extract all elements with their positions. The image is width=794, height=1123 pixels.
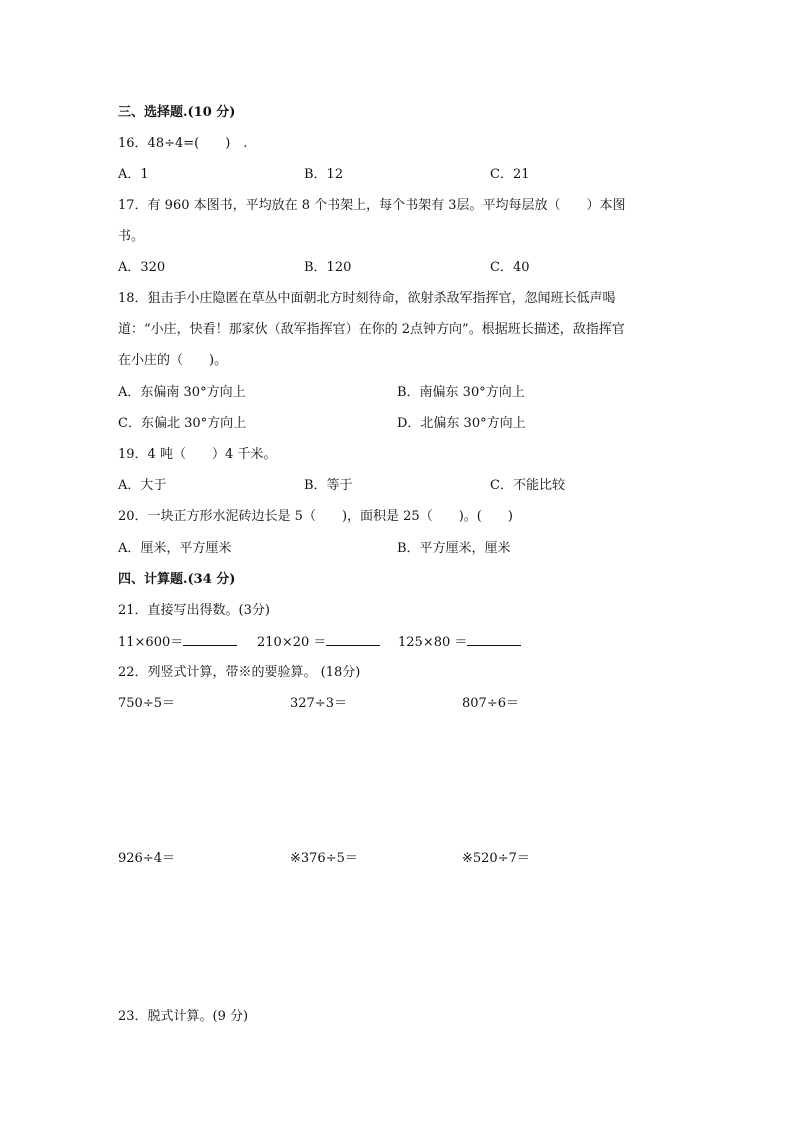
q21-item-2 — [257, 633, 380, 652]
q19-option-b: B．等于 — [304, 478, 353, 493]
question-20: 20．一块正方形水泥砖边长是 5（ )，面积是 25（ )。( ) — [118, 509, 513, 524]
question-17-line-1: 17．有 960 本图书，平均放在 8 个书架上，每个书架有 3层。平均每层放（ ）本图 — [118, 198, 626, 213]
q21-expression-2: 210×20 ＝ — [257, 635, 327, 650]
answer-blank[interactable] — [467, 633, 521, 646]
q20-option-b: B．平方厘米，厘米 — [397, 541, 511, 556]
q18-option-d: D．北偏东 30°方向上 — [397, 416, 526, 431]
q22-item-5: ※376÷5＝ — [290, 851, 358, 866]
q22-item-1: 750÷5＝ — [118, 696, 175, 711]
q19-option-a: A．大于 — [118, 478, 167, 493]
question-19: 19．4 吨（ ）4 千米。 — [118, 447, 277, 462]
q18-option-b: B．南偏东 30°方向上 — [397, 385, 525, 400]
q16-option-b: B．12 — [304, 167, 344, 182]
question-18-line-3: 在小庄的（ )。 — [118, 353, 228, 368]
answer-blank[interactable] — [326, 633, 380, 646]
q22-item-6: ※520÷7＝ — [462, 851, 530, 866]
q16-option-a: A．1 — [118, 167, 149, 182]
q21-expression-3: 125×80 ＝ — [398, 635, 468, 650]
q22-item-3: 807÷6＝ — [462, 696, 519, 711]
q17-option-a: A．320 — [118, 260, 166, 275]
question-17-line-2: 书。 — [118, 229, 145, 244]
q21-item-3 — [398, 633, 521, 652]
q22-item-4: 926÷4＝ — [118, 851, 175, 866]
q21-expression-1: 11×600＝ — [118, 635, 184, 650]
q22-item-2: 327÷3＝ — [290, 696, 347, 711]
q20-option-a: A．厘米，平方厘米 — [118, 541, 232, 556]
q16-option-c: C．21 — [490, 167, 530, 182]
q18-option-a: A．东偏南 30°方向上 — [118, 385, 246, 400]
question-18-line-2: 道：“小庄，快看！那家伙（敌军指挥官）在你的 2点钟方向”。根据班长描述，敌指挥官 — [118, 322, 625, 337]
question-21: 21．直接写出得数。(3分) — [118, 603, 270, 618]
q21-item-1 — [118, 633, 237, 652]
question-23: 23．脱式计算。(9 分) — [118, 1009, 249, 1024]
section-4-title: 四、计算题.(34 分) — [118, 572, 236, 587]
q17-option-c: C．40 — [490, 260, 530, 275]
question-16: 16．48÷4=( ) . — [118, 136, 248, 151]
section-3-title: 三、选择题.(10 分) — [118, 105, 236, 120]
q17-option-b: B．120 — [304, 260, 352, 275]
q18-option-c: C．东偏北 30°方向上 — [118, 416, 247, 431]
question-22: 22．列竖式计算，带※的要验算。 (18分) — [118, 665, 361, 680]
answer-blank[interactable] — [183, 633, 237, 646]
q19-option-c: C．不能比较 — [490, 478, 565, 493]
question-18-line-1: 18．狙击手小庄隐匿在草丛中面朝北方时刻待命，欲射杀敌军指挥官，忽闻班长低声喝 — [118, 291, 616, 306]
